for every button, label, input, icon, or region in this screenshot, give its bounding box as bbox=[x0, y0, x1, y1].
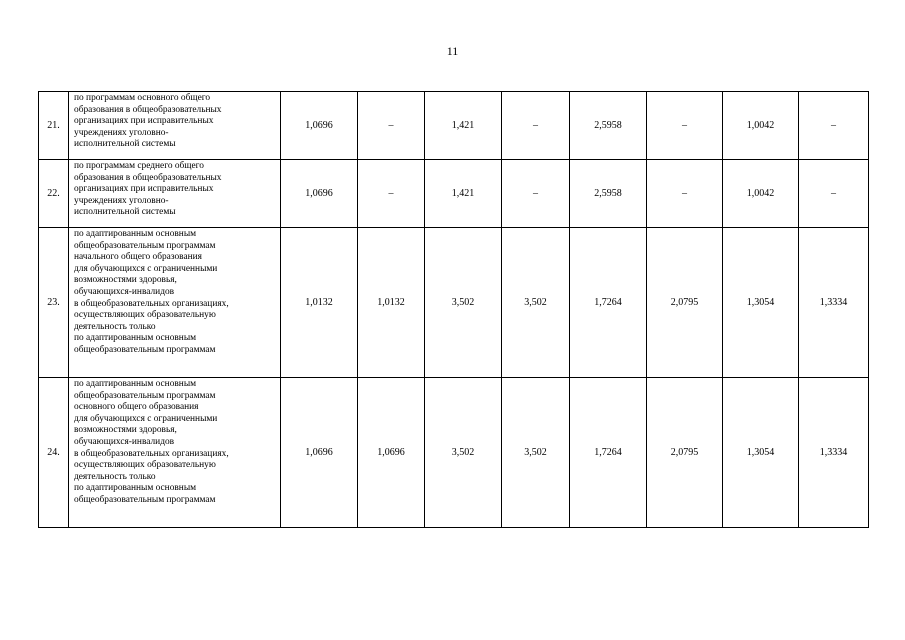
table-cell: 1,0696 bbox=[281, 92, 358, 160]
table-cell: 3,502 bbox=[425, 378, 502, 528]
table-row bbox=[39, 160, 869, 228]
row-description: по адаптированным основным общеобразовательным программам основного общего образования для обучающихся с ограниченными возможностями здоровья, обучающихся-инвалидов в общеобразовательных организациях, осуществляющих образовательную деятельность только по адаптированным основным общеобразовательным программам bbox=[69, 378, 281, 528]
table-cell: 3,502 bbox=[502, 378, 570, 528]
table-cell: – bbox=[358, 92, 425, 160]
table-cell: – bbox=[502, 160, 570, 228]
table-cell: 1,0696 bbox=[358, 378, 425, 528]
table-cell: 1,7264 bbox=[570, 378, 647, 528]
table-cell: 1,3334 bbox=[799, 228, 869, 378]
table-cell: 1,0042 bbox=[723, 160, 799, 228]
table-cell: 1,0696 bbox=[281, 378, 358, 528]
coefficients-table bbox=[38, 91, 869, 528]
table-cell: 2,0795 bbox=[647, 228, 723, 378]
row-description: по адаптированным основным общеобразовательным программам начального общего образования для обучающихся с ограниченными возможностями здоровья, обучающихся-инвалидов в общеобразовательных организациях, осуществляющих образовательную деятельность только по адаптированным основным общеобразовательным программам bbox=[69, 228, 281, 378]
table-cell: 1,421 bbox=[425, 160, 502, 228]
table-row bbox=[39, 378, 869, 528]
table-cell: 1,0132 bbox=[281, 228, 358, 378]
table-cell: 3,502 bbox=[502, 228, 570, 378]
table-cell: – bbox=[799, 92, 869, 160]
row-number: 23. bbox=[39, 228, 69, 378]
table-cell: 3,502 bbox=[425, 228, 502, 378]
table-row bbox=[39, 228, 869, 378]
table-cell: 1,0696 bbox=[281, 160, 358, 228]
table-cell: 1,3334 bbox=[799, 378, 869, 528]
row-description: по программам основного общего образования в общеобразовательных организациях при исправительных учреждениях уголовно- исполнительной системы bbox=[69, 92, 281, 160]
row-number: 21. bbox=[39, 92, 69, 160]
table-cell: – bbox=[647, 92, 723, 160]
table-cell: – bbox=[647, 160, 723, 228]
table-cell: – bbox=[799, 160, 869, 228]
table-cell: 1,0042 bbox=[723, 92, 799, 160]
table-cell: 1,3054 bbox=[723, 378, 799, 528]
row-number: 24. bbox=[39, 378, 69, 528]
table-cell: 1,421 bbox=[425, 92, 502, 160]
table-cell: 2,5958 bbox=[570, 160, 647, 228]
table-cell: 2,5958 bbox=[570, 92, 647, 160]
table-cell: – bbox=[358, 160, 425, 228]
table-row bbox=[39, 92, 869, 160]
page-number: 11 bbox=[446, 44, 459, 58]
row-description: по программам среднего общего образования в общеобразовательных организациях при исправительных учреждениях уголовно- исполнительной системы bbox=[69, 160, 281, 228]
table-cell: 1,3054 bbox=[723, 228, 799, 378]
table-cell: 2,0795 bbox=[647, 378, 723, 528]
table-cell: 1,7264 bbox=[570, 228, 647, 378]
row-number: 22. bbox=[39, 160, 69, 228]
table-cell: 1,0132 bbox=[358, 228, 425, 378]
table-cell: – bbox=[502, 92, 570, 160]
